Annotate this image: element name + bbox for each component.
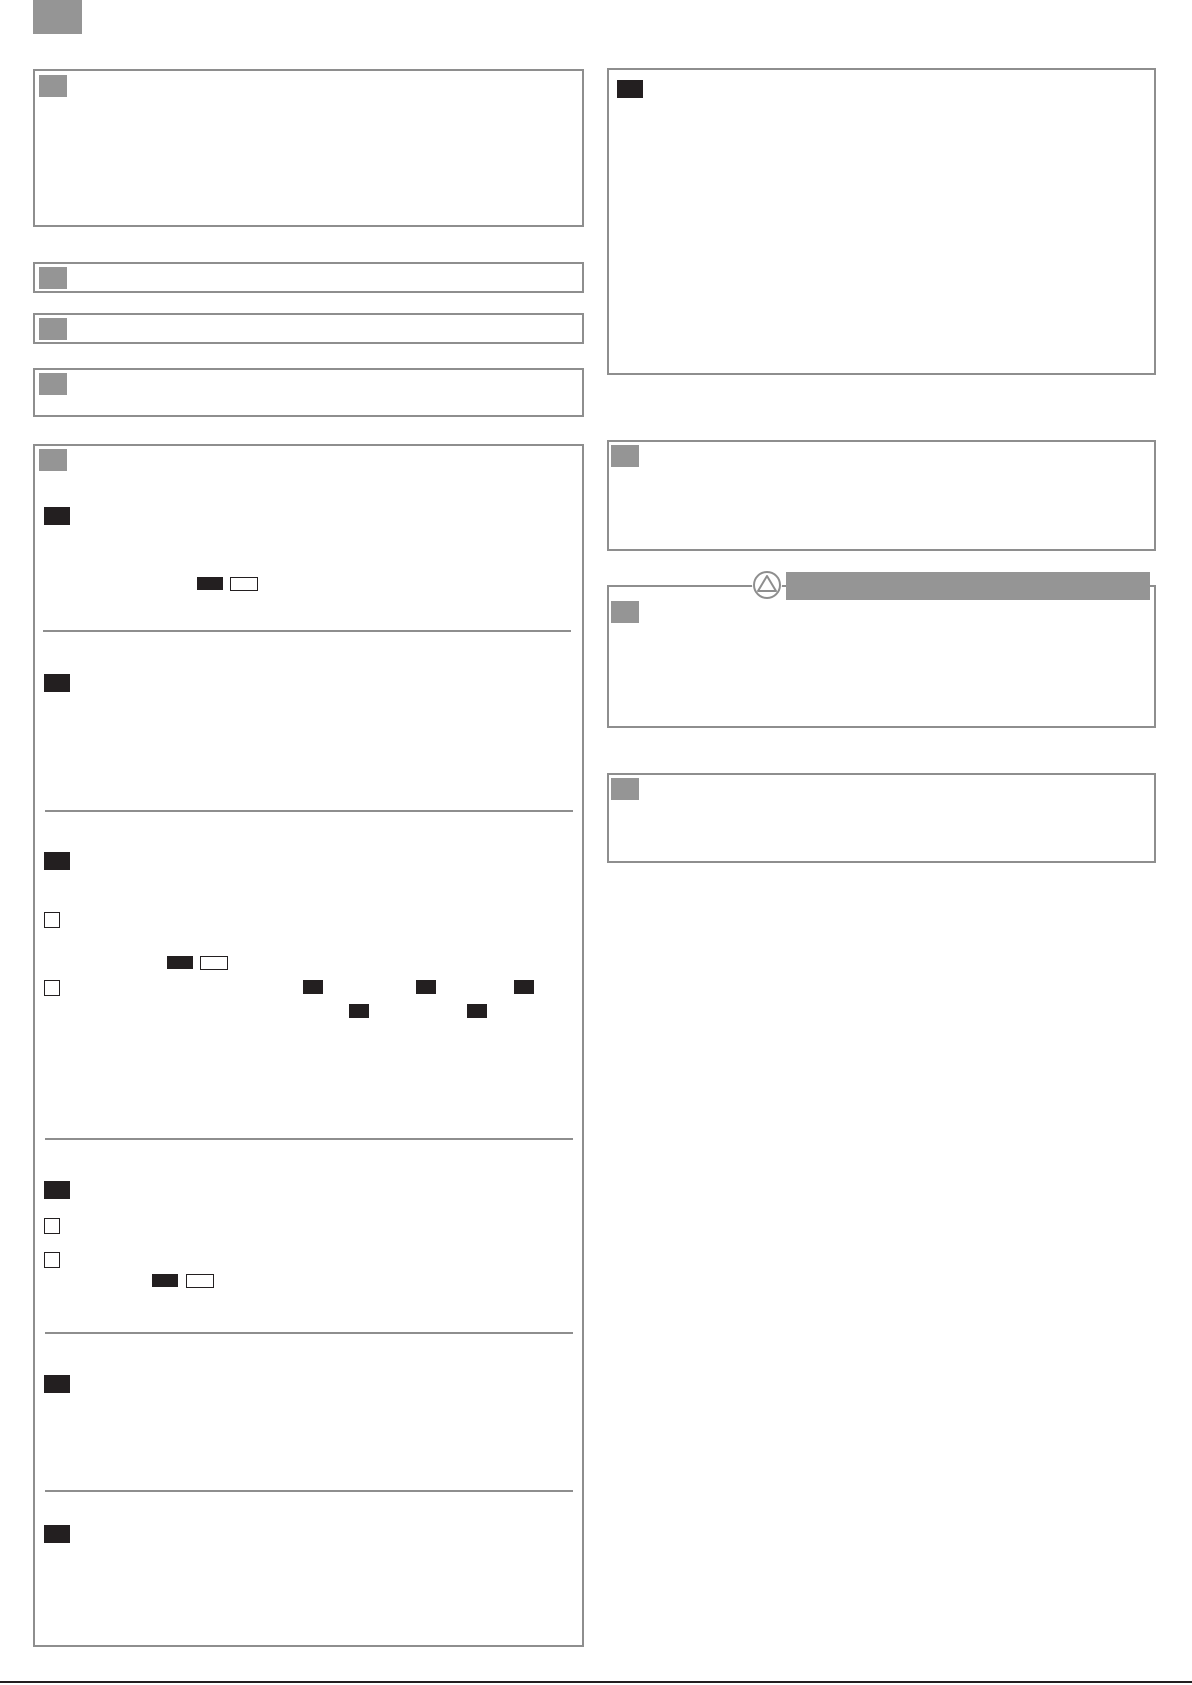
step-6-marker	[44, 1525, 70, 1543]
step-4-dark-tag	[152, 1274, 178, 1287]
step-2-marker	[44, 674, 70, 692]
step-3-outline-tag	[200, 956, 228, 970]
right-panel-1	[607, 68, 1156, 375]
right-panel-3-tag	[611, 778, 639, 800]
divider-1	[43, 630, 571, 632]
page-bottom-rule	[0, 1681, 1192, 1683]
step-3-marker	[44, 852, 70, 870]
step-3-dark-tag	[167, 956, 193, 969]
left-panel-2-tag	[39, 267, 67, 289]
left-panel-1-tag	[39, 75, 67, 97]
left-panel-3-tag	[39, 318, 67, 340]
step-3-mini-tag-2	[416, 980, 436, 994]
caution-header	[786, 572, 1150, 600]
step-3-mini-tag-3	[514, 980, 534, 994]
step-3-checkbox-1[interactable]	[44, 912, 60, 928]
step-1-marker	[44, 507, 70, 525]
page-corner-tag	[33, 0, 82, 34]
divider-2	[45, 810, 573, 812]
step-4-checkbox-1[interactable]	[44, 1218, 60, 1234]
right-panel-2-tag	[611, 445, 639, 467]
step-3-checkbox-2[interactable]	[44, 980, 60, 996]
right-panel-3	[607, 773, 1156, 863]
left-panel-4-tag	[39, 373, 67, 395]
caution-panel-tag	[611, 601, 639, 623]
left-panel-3	[33, 313, 584, 344]
warning-triangle-icon	[752, 570, 782, 600]
step-3-mini-tag-4	[349, 1004, 369, 1018]
right-panel-2	[607, 440, 1156, 551]
step-5-marker	[44, 1375, 70, 1393]
left-panel-2	[33, 262, 584, 293]
step-4-marker	[44, 1181, 70, 1199]
step-1-outline-tag	[230, 577, 258, 591]
step-4-outline-tag	[186, 1274, 214, 1288]
caution-panel	[607, 585, 1156, 728]
step-3-mini-tag-5	[467, 1004, 487, 1018]
left-panel-5-tag	[39, 449, 67, 471]
step-4-checkbox-2[interactable]	[44, 1252, 60, 1268]
divider-5	[45, 1490, 573, 1492]
left-panel-4	[33, 368, 584, 417]
step-1-dark-tag	[197, 577, 223, 590]
left-panel-5	[33, 444, 584, 1647]
left-panel-1	[33, 69, 584, 227]
step-3-mini-tag-1	[303, 980, 323, 994]
divider-4	[45, 1332, 573, 1334]
divider-3	[45, 1138, 573, 1140]
right-panel-1-marker	[617, 80, 643, 98]
